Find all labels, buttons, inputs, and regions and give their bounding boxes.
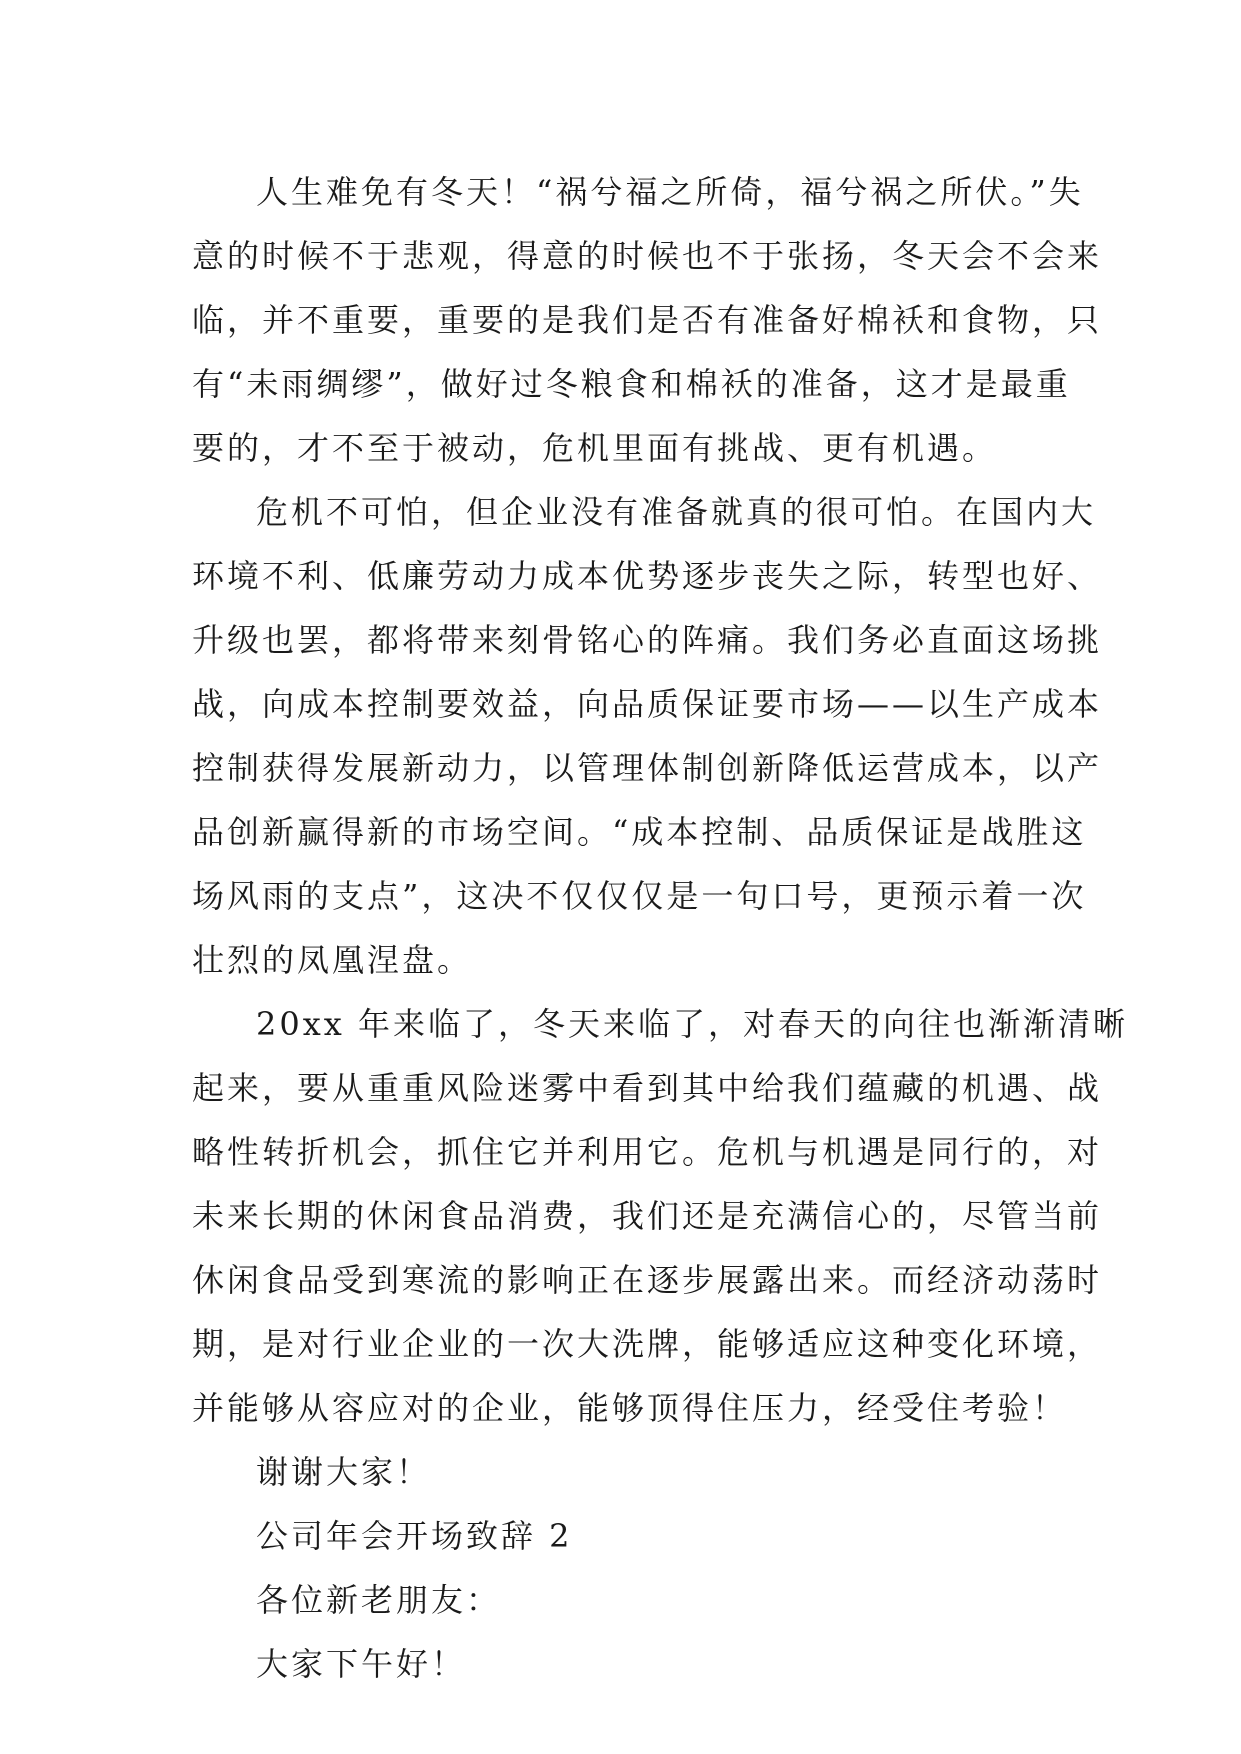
greeting: 大家下午好！ xyxy=(256,1645,467,1683)
text-line: 并能够从容应对的企业，能够顶得住压力，经受住考验！ xyxy=(192,1389,1068,1427)
paragraph-opportunity xyxy=(192,992,1128,1440)
text-line: 有“未雨绸缪”，做好过冬粮食和棉袄的准备，这才是最重 xyxy=(192,365,1071,403)
text-line: 场风雨的支点”，这决不仅仅仅是一句口号，更预示着一次 xyxy=(192,877,1087,915)
text-line: 战，向成本控制要效益，向品质保证要市场——以生产成本 xyxy=(192,685,1103,723)
text-line: 品创新赢得新的市场空间。“成本控制、品质保证是战胜这 xyxy=(192,813,1087,851)
text-line: 休闲食品受到寒流的影响正在逐步展露出来。而经济动荡时 xyxy=(192,1261,1103,1299)
closing-thanks: 谢谢大家！ xyxy=(256,1453,432,1491)
paragraph-crisis xyxy=(192,480,1103,992)
text-line: 升级也罢，都将带来刻骨铭心的阵痛。我们务必直面这场挑 xyxy=(192,621,1103,659)
text-line: 期，是对行业企业的一次大洗牌，能够适应这种变化环境， xyxy=(192,1325,1103,1363)
text-line: 要的，才不至于被动，危机里面有挑战、更有机遇。 xyxy=(192,429,998,467)
text-line: 壮烈的凤凰涅盘。 xyxy=(192,941,473,979)
section-title: 公司年会开场致辞 2 xyxy=(256,1517,573,1555)
text-line: 控制获得发展新动力，以管理体制创新降低运营成本，以产 xyxy=(192,749,1103,787)
text-line: 起来，要从重重风险迷雾中看到其中给我们蕴藏的机遇、战 xyxy=(192,1069,1103,1107)
text-line: 略性转折机会，抓住它并利用它。危机与机遇是同行的，对 xyxy=(192,1133,1103,1171)
text-line: 未来长期的休闲食品消费，我们还是充满信心的，尽管当前 xyxy=(192,1197,1103,1235)
text-line: 人生难免有冬天！“祸兮福之所倚，福兮祸之所伏。”失 xyxy=(256,173,1084,211)
text-line: 临，并不重要，重要的是我们是否有准备好棉袄和食物，只 xyxy=(192,301,1103,339)
text-line: 20xx 年来临了，冬天来临了，对春天的向往也渐渐清晰 xyxy=(256,1005,1128,1043)
text-line: 危机不可怕，但企业没有准备就真的很可怕。在国内大 xyxy=(256,493,1097,531)
text-line: 意的时候不于悲观，得意的时候也不于张扬，冬天会不会来 xyxy=(192,237,1103,275)
text-line: 环境不利、低廉劳动力成本优势逐步丧失之际，转型也好、 xyxy=(192,557,1103,595)
document-body xyxy=(192,160,1128,1696)
salutation: 各位新老朋友： xyxy=(256,1581,502,1619)
paragraph-winter xyxy=(192,160,1103,480)
